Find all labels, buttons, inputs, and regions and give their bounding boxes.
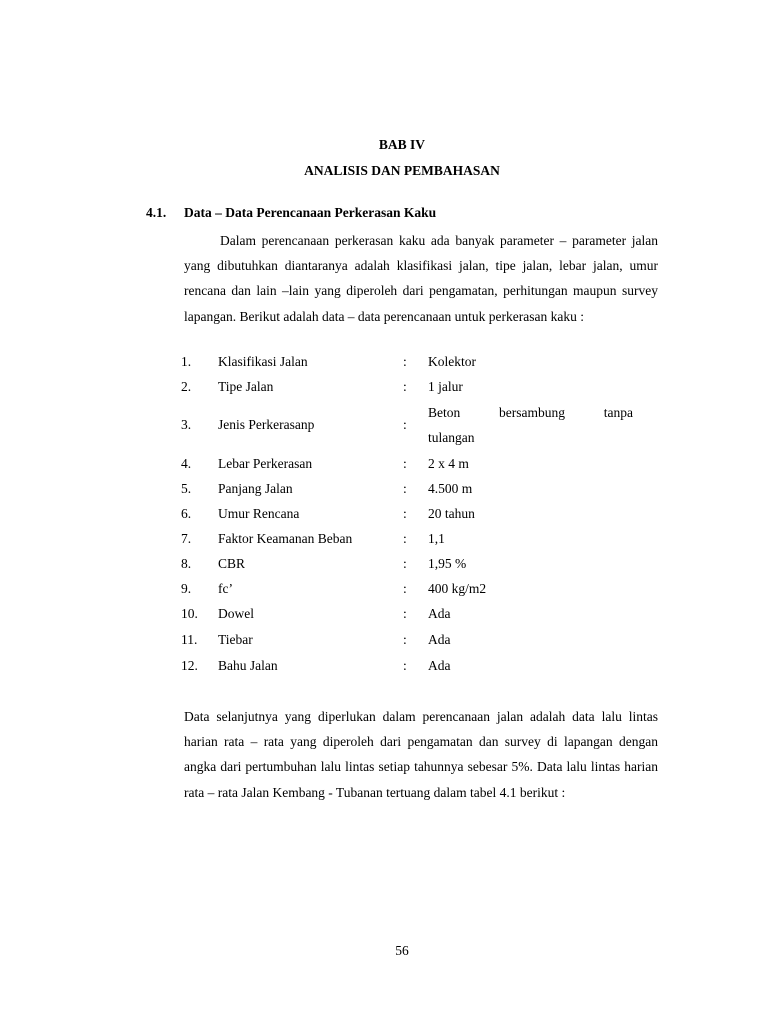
list-item — [0, 405, 768, 445]
item-colon: : — [403, 506, 407, 521]
item-value: 1,1 — [428, 531, 445, 546]
item-value: Ada — [428, 658, 451, 673]
closing-paragraph: Data selanjutnya yang diperlukan dalam perencanaan jalan adalah data lalu lintas harian rata – rata yang diperoleh dari pengamatan dan survey di lapangan dengan angka dari pertumbuhan lalu lintas setiap tahunnya sebesar 5%. Data lalu lintas harian rata – rata Jalan Kembang - Tubanan tertuang dalam tabel 4.1 berikut : — [184, 709, 658, 800]
item-number: 7. — [181, 531, 192, 546]
item-value: 400 kg/m2 — [428, 581, 487, 596]
item-label: Faktor Keamanan Beban — [218, 531, 353, 546]
item-value: Beton bersambung tanpa — [428, 405, 633, 420]
item-colon: : — [403, 456, 407, 471]
item-label: Umur Rencana — [218, 506, 300, 521]
list-item — [0, 352, 768, 372]
item-label: Dowel — [218, 606, 254, 621]
item-colon: : — [403, 417, 407, 432]
item-colon: : — [403, 354, 407, 369]
item-colon: : — [403, 581, 407, 596]
item-label: Bahu Jalan — [218, 658, 278, 673]
item-colon: : — [403, 481, 407, 496]
item-value: Ada — [428, 606, 451, 621]
item-number: 11. — [181, 632, 198, 647]
item-colon: : — [403, 632, 407, 647]
item-number: 2. — [181, 379, 192, 394]
item-value: 20 tahun — [428, 506, 475, 521]
chapter-number: BAB IV — [378, 137, 426, 152]
item-label: Tiebar — [218, 632, 253, 647]
item-number: 4. — [181, 456, 192, 471]
list-item — [0, 604, 768, 624]
item-number: 3. — [181, 417, 192, 432]
list-item — [0, 656, 768, 676]
item-number: 8. — [181, 556, 192, 571]
item-colon: : — [403, 379, 407, 394]
chapter-title: ANALISIS DAN PEMBAHASAN — [304, 163, 500, 178]
item-number: 5. — [181, 481, 192, 496]
item-value: 1,95 % — [428, 556, 467, 571]
item-value: Ada — [428, 632, 451, 647]
item-label: Tipe Jalan — [218, 379, 274, 394]
item-colon: : — [403, 531, 407, 546]
item-label: Lebar Perkerasan — [218, 456, 313, 471]
item-value: 4.500 m — [428, 481, 473, 496]
item-colon: : — [403, 556, 407, 571]
page-number: 56 — [395, 943, 409, 958]
item-label: Panjang Jalan — [218, 481, 293, 496]
section-title: Data – Data Perencanaan Perkerasan Kaku — [184, 205, 437, 220]
item-value: Kolektor — [428, 354, 476, 369]
list-item — [0, 529, 768, 549]
item-label: Klasifikasi Jalan — [218, 354, 308, 369]
item-label: Jenis Perkerasanp — [218, 417, 315, 432]
item-number: 9. — [181, 581, 192, 596]
item-number: 6. — [181, 506, 192, 521]
item-value-continued: tulangan — [428, 430, 475, 445]
item-colon: : — [403, 606, 407, 621]
section-heading — [146, 205, 436, 221]
item-value: 2 x 4 m — [428, 456, 469, 471]
item-number: 12. — [181, 658, 198, 673]
item-value: 1 jalur — [428, 379, 463, 394]
item-label: fc’ — [218, 581, 233, 596]
list-item — [0, 454, 768, 474]
list-item — [0, 504, 768, 524]
intro-paragraph: Dalam perencanaan perkerasan kaku ada banyak parameter – parameter jalan yang dibutuhkan diantaranya adalah klasifikasi jalan, tipe jalan, lebar jalan, umur rencana dan lain –lain yang diperoleh dari pengamatan, perhitungan maupun survey lapangan. Berikut adalah data – data perencanaan untuk perkerasan kaku : — [184, 233, 658, 324]
list-item — [0, 579, 768, 599]
list-item — [0, 630, 768, 650]
item-number: 1. — [181, 354, 192, 369]
section-number: 4.1. — [146, 205, 167, 220]
item-label: CBR — [218, 556, 246, 571]
list-item — [0, 554, 768, 574]
list-item — [0, 479, 768, 499]
list-item — [0, 377, 768, 397]
item-number: 10. — [181, 606, 198, 621]
item-colon: : — [403, 658, 407, 673]
